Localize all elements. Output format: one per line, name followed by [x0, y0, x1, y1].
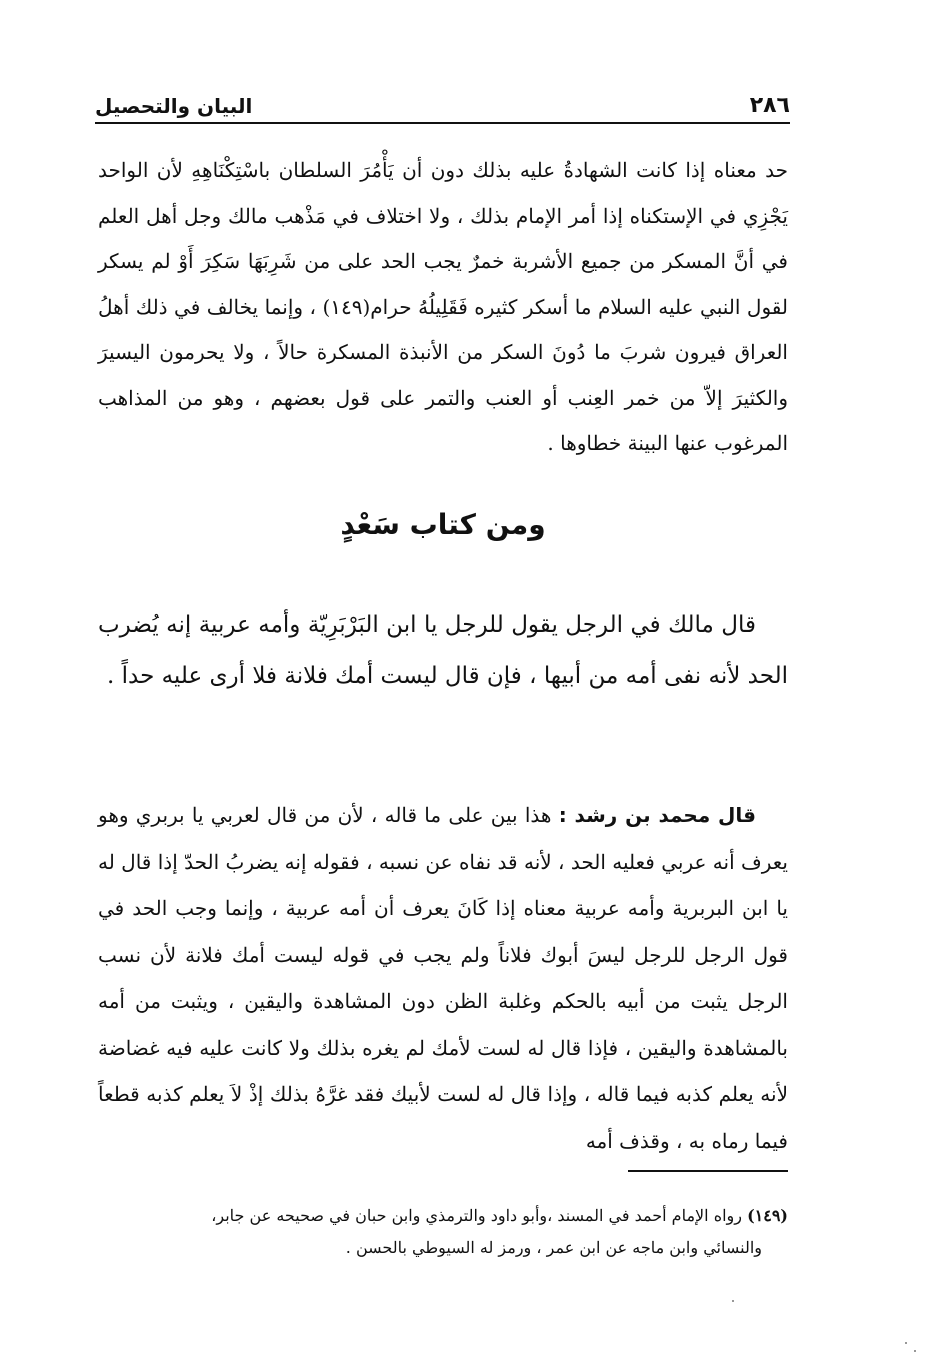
scan-speck	[732, 1300, 734, 1302]
page-header	[95, 78, 790, 124]
commentary-lead: قال محمد بن رشد :	[558, 803, 756, 827]
paragraph-3	[98, 792, 788, 1164]
scan-speck	[905, 1342, 907, 1344]
footnote-line-2: والنسائي وابن ماجه عن ابن عمر ، ورمز له السيوطي بالحسن .	[345, 1238, 762, 1257]
commentary-text: هذا بين على ما قاله ، لأن من قال لعربي يا بربري وهو يعرف أنه عربي فعليه الحد ، لأنه قد نفاه عن نسبه ، فقوله إنه يضربُ الحدّ إذا قال له يا ابن البربرية وأمه عربية معناه إذا كَانَ يعرف أن أمه عربية ، وإنما وجب الحد في قول الرجل للرجل ليسَ أبوك فلاناً ولم يجب في قوله ليست أمك فلانة لأن نسب الرجل يثبت من أبيه بالحكم وغلبة الظن دون المشاهدة واليقين ، ويثبت من أمه بالمشاهدة واليقين ، فإذا قال له لست لأمك لم يغره بذلك ولا كانت عليه فيه غضاضة لأنه يعلم كذبه فيما قاله ، وإذا قال له لست لأبيك فقد غرَّهُ بذلك إذْ لاَ يعلم كذبه قطعاً فيما رماه به ، وقذف أمه	[98, 803, 788, 1153]
scan-speck	[914, 1350, 916, 1352]
paragraph-1: حد معناه إذا كانت الشهادةُ عليه بذلك دون أن يَأْمُرَ السلطان باسْتِكْنَاهِهِ لأن الواحد يَجْزِي في الإستكناه إذا أمر الإمام بذلك ، ولا اختلاف في مَذْهب مالك وجل أهل العلم في أنَّ المسكر من جميع الأشربة خمرٌ يجب الحد على من شَرِبَهَا سَكِرَ أَوْ لم يسكر لقول النبي عليه السلام ما أسكر كثيره فَقَلِيلُهُ حرام(١٤٩) ، وإنما يخالف في ذلك أهلُ العراق فيرون شربَ ما دُونَ السكر من الأنبذة المسكرة حالاً ، ولا يحرمون اليسيرَ والكثيرَ إلاّ من خمر العِنب أو العنب والتمر على قول بعضهم ، وهو من المذاهب المرغوب عنها البينة خطاوها .	[98, 158, 788, 455]
footnote	[98, 1200, 788, 1264]
section-title: ومن كتاب سَعْدٍ	[340, 508, 546, 541]
footnote-line-1: رواه الإمام أحمد في المسند ،وأبو داود والترمذي وابن حبان في صحيحه عن جابر،	[211, 1206, 748, 1225]
footnote-divider	[628, 1170, 788, 1172]
paragraph-2: قال مالك في الرجل يقول للرجل يا ابن البَرْبَرِيّة وأمه عربية إنه يُضرب الحد لأنه نفى أمه من أبيها ، فإن قال ليست أمك فلانة فلا أرى عليه حداً .	[98, 612, 788, 689]
running-title: البيان والتحصيل	[95, 94, 253, 118]
footnote-number: (١٤٩)	[747, 1206, 788, 1225]
page-number: ٢٨٦	[749, 93, 790, 118]
